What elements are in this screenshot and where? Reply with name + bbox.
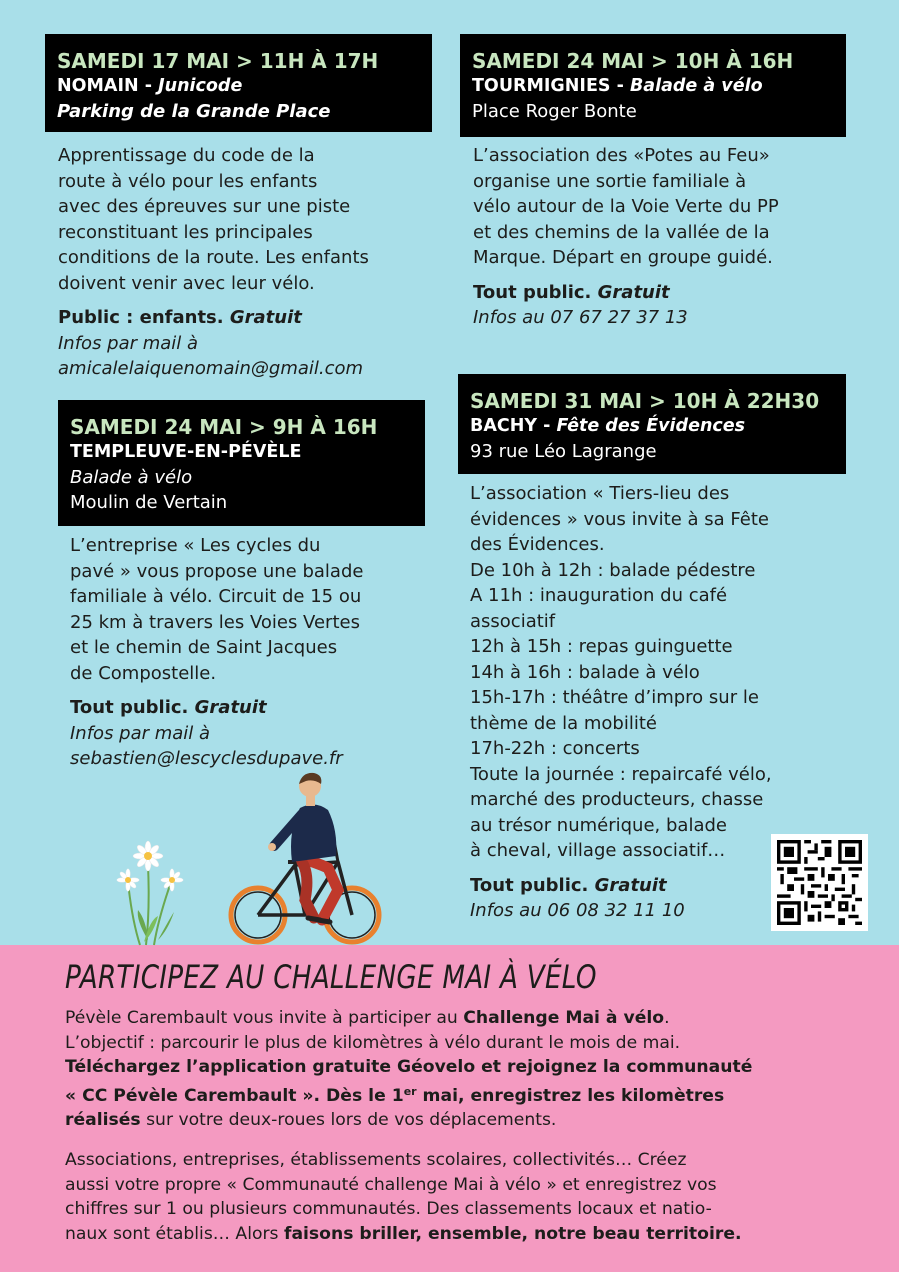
event-description-line: 25 km à travers les Voies Vertes <box>70 611 360 633</box>
event-description-line: 17h-22h : concerts <box>470 738 640 759</box>
challenge-line <box>65 1222 865 1247</box>
challenge-superscript: er <box>403 1084 417 1098</box>
challenge-highlight: faisons briller, ensemble, notre beau territoire. <box>283 1223 742 1244</box>
event-price: Gratuit <box>594 874 667 896</box>
event-theme: Balade à vélo <box>629 76 763 96</box>
event-body-tourmignies <box>473 143 873 331</box>
event-theme: Balade à vélo <box>70 467 193 488</box>
challenge-line <box>65 1055 865 1080</box>
event-description-line: avec des épreuves sur une piste <box>58 196 351 217</box>
event-description-line: évidences » vous invite à sa Fête <box>470 508 769 530</box>
event-header-nomain <box>45 34 432 132</box>
event-description-line: et le chemin de Saint Jacques <box>70 637 338 658</box>
event-email[interactable]: sebastien@lescyclesdupave.fr <box>70 748 343 769</box>
challenge-line: chiffres sur 1 ou plusieurs communautés. Des classements locaux et natio- <box>65 1199 712 1219</box>
challenge-highlight: « CC Pévèle Carembault » <box>65 1085 314 1106</box>
event-description-line: Toute la journée : repaircafé vélo, <box>470 763 772 785</box>
challenge-highlight: , enregistrez les kilomètres <box>457 1085 725 1106</box>
event-description-line: doivent venir avec leur vélo. <box>58 272 315 294</box>
event-town: BACHY - <box>470 416 557 436</box>
event-town-line <box>57 74 420 99</box>
challenge-text: sur votre deux-roues lors de vos déplacements. <box>140 1110 557 1130</box>
challenge-highlight: mai <box>416 1085 458 1106</box>
event-public-label: Tout public. <box>70 697 195 718</box>
event-description-line: associatif <box>470 610 556 632</box>
event-description-line: pavé » vous propose une balade <box>70 560 364 582</box>
challenge-line <box>65 1080 865 1109</box>
event-description-line: conditions de la route. Les enfants <box>58 247 369 268</box>
event-location: 93 rue Léo Lagrange <box>470 441 657 462</box>
event-description-line: L’entreprise « Les cycles du <box>70 535 321 556</box>
event-description-line: à cheval, village associatif… <box>470 840 726 861</box>
event-location: Place Roger Bonte <box>472 101 637 122</box>
qr-code[interactable] <box>771 834 868 931</box>
challenge-highlight: Téléchargez l’application gratuite Géovelo et rejoignez la communauté <box>65 1057 753 1077</box>
challenge-highlight: réalisés <box>65 1110 141 1130</box>
event-public <box>70 695 430 721</box>
challenge-text: Pévèle Carembault vous invite à participer au <box>65 1008 464 1028</box>
event-email[interactable]: amicalelaiquenomain@gmail.com <box>58 358 364 379</box>
event-town: TEMPLEUVE-EN-PÉVÈLE <box>70 442 302 462</box>
event-price: Gratuit <box>229 307 302 328</box>
event-description-line: 12h à 15h : repas guinguette <box>470 636 733 657</box>
event-description-line: de Compostelle. <box>70 662 217 684</box>
challenge-paragraph-2 <box>65 1148 865 1246</box>
event-description-line: 14h à 16h : balade à vélo <box>470 661 700 683</box>
challenge-title: PARTICIPEZ AU CHALLENGE MAI À VÉLO <box>65 958 597 996</box>
event-public-label: Tout public. <box>470 874 595 896</box>
event-description-line: vélo autour de la Voie Verte du PP <box>473 196 779 217</box>
daisy-flowers <box>117 841 184 945</box>
challenge-line: aussi votre propre « Communauté challenge Mai à vélo » et enregistrez vos <box>65 1174 717 1195</box>
event-date: SAMEDI 17 MAI > 11H À 17H <box>57 49 379 73</box>
event-description-line: reconstituant les principales <box>58 221 313 243</box>
event-theme: Fête des Évidences <box>556 416 746 436</box>
event-description-line: De 10h à 12h : balade pédestre <box>470 559 756 581</box>
event-public-label: Tout public. <box>473 281 598 303</box>
event-price: Gratuit <box>597 281 670 303</box>
challenge-line <box>65 1108 865 1133</box>
event-header-tourmignies <box>460 34 846 137</box>
event-description-line: A 11h : inauguration du café <box>470 585 728 606</box>
event-town: NOMAIN - <box>57 76 159 96</box>
event-description-line: 15h-17h : théâtre d’impro sur le <box>470 687 759 708</box>
challenge-line: L’objectif : parcourir le plus de kilomètres à vélo durant le mois de mai. <box>65 1032 681 1053</box>
event-description-line: L’association des «Potes au Feu» <box>473 145 770 166</box>
event-location: Parking de la Grande Place <box>57 101 331 122</box>
challenge-line: Associations, entreprises, établissements scolaires, collectivités… Créez <box>65 1150 687 1170</box>
event-description-line: et des chemins de la vallée de la <box>473 221 770 243</box>
event-info-line: Infos au 06 08 32 11 10 <box>470 900 685 921</box>
event-description-line: thème de la mobilité <box>470 712 657 734</box>
challenge-text: naux sont établis… Alors <box>65 1223 284 1244</box>
event-description-line: marché des producteurs, chasse <box>470 789 764 810</box>
event-theme: Junicode <box>158 76 243 96</box>
event-info-line: Infos au 07 67 27 37 13 <box>473 307 688 328</box>
challenge-highlight: . Dès le 1 <box>313 1085 404 1106</box>
challenge-highlight: Challenge Mai à vélo <box>463 1008 665 1028</box>
event-public <box>58 305 438 331</box>
event-description-line: Apprentissage du code de la <box>58 145 315 166</box>
event-body-templeuve <box>70 533 430 772</box>
event-date: SAMEDI 31 MAI > 10H À 22H30 <box>470 389 820 413</box>
event-description-line: des Évidences. <box>470 534 605 555</box>
qr-code-icon <box>777 840 862 925</box>
event-description-line: familiale à vélo. Circuit de 15 ou <box>70 586 362 607</box>
event-town-line <box>470 414 834 439</box>
event-info-line: Infos par mail à <box>58 332 199 354</box>
event-header-templeuve <box>58 400 425 526</box>
challenge-text: . <box>664 1008 670 1028</box>
event-body-nomain <box>58 143 438 382</box>
event-description-line: L’association « Tiers-lieu des <box>470 483 730 504</box>
event-date: SAMEDI 24 MAI > 10H À 16H <box>472 49 794 73</box>
event-town-line <box>472 74 834 99</box>
event-town: TOURMIGNIES - <box>472 76 630 96</box>
challenge-line <box>65 1006 865 1031</box>
event-description-line: organise une sortie familiale à <box>473 170 747 192</box>
event-date: SAMEDI 24 MAI > 9H À 16H <box>70 415 378 439</box>
challenge-paragraph-1 <box>65 1006 865 1133</box>
event-public <box>473 280 873 306</box>
event-description-line: Marque. Départ en groupe guidé. <box>473 247 773 268</box>
event-header-bachy <box>458 374 846 474</box>
event-description-line: au trésor numérique, balade <box>470 814 727 836</box>
cyclist-illustration <box>110 770 400 950</box>
event-public-label: Public : enfants. <box>58 307 230 328</box>
event-info-line: Infos par mail à <box>70 722 211 744</box>
event-price: Gratuit <box>194 697 267 718</box>
event-location: Moulin de Vertain <box>70 492 228 513</box>
event-description-line: route à vélo pour les enfants <box>58 170 318 192</box>
